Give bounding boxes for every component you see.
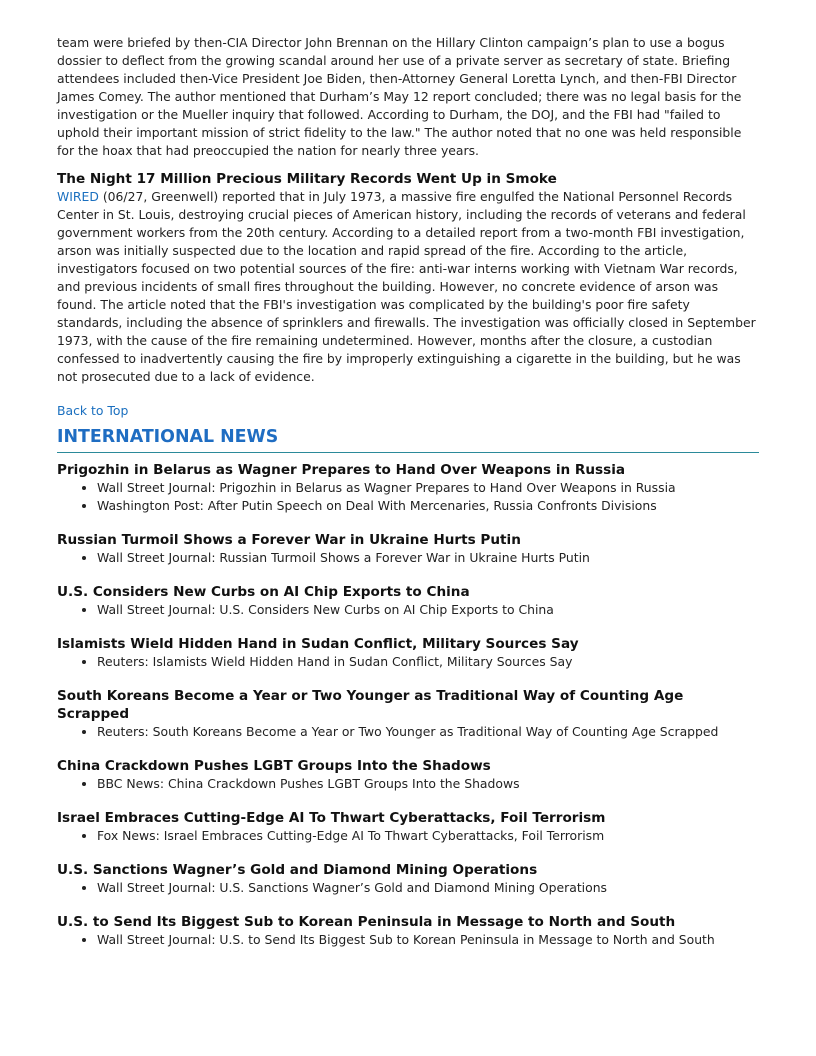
news-item-title: U.S. Considers New Curbs on AI Chip Exports to China [57,584,470,600]
article-body [57,188,759,386]
section-title-international-news: INTERNATIONAL NEWS [57,424,759,453]
article-body-text: (06/27, Greenwell) reported that in July 1973, a massive fire engulfed the National Personnel Records Center in St. Louis, destroying crucial pieces of American history, including the records of veterans and federal government workers from the 20th century. According to a detailed report from a two-month FBI investigation, arson was initially suspected due to the location and rapid spread of the fire. According to the article, investigators focused on two potential sources of the fire: anti-war interns working with Vietnam War records, and previous incidents of small fires throughout the building. However, no concrete evidence of arson was found. The article noted that the FBI's investigation was complicated by the building's poor fire safety standards, including the absence of sprinklers and firewalls. The investigation was officially closed in September 1973, with the cause of the fire remaining undetermined. However, months after the closure, a custodian confessed to inadvertently causing the fire by improperly extinguishing a cigarette in the building, but he was not prosecuted due to a lack of evidence. [57,189,756,384]
news-source-link[interactable]: • Wall Street Journal: U.S. Considers New Curbs on AI Chip Exports to China [97,601,759,619]
news-item-links [57,549,759,567]
news-item-links [57,775,759,793]
back-to-top-link[interactable]: Back to Top [57,403,129,418]
news-item-title: China Crackdown Pushes LGBT Groups Into the Shadows [57,758,491,774]
news-item-title: Islamists Wield Hidden Hand in Sudan Conflict, Military Sources Say [57,636,579,652]
news-source-link[interactable]: • Wall Street Journal: U.S. to Send Its Biggest Sub to Korean Peninsula in Message to North and South [97,931,759,949]
news-item-title: South Koreans Become a Year or Two Younger as Traditional Way of Counting Age Scrapped [57,688,684,722]
news-item-title: Prigozhin in Belarus as Wagner Prepares to Hand Over Weapons in Russia [57,462,626,478]
news-item [57,757,759,793]
news-item [57,531,759,567]
news-item-links [57,723,759,741]
news-source-link[interactable]: • Wall Street Journal: Russian Turmoil Shows a Forever War in Ukraine Hurts Putin [97,549,759,567]
news-item [57,461,759,515]
news-item-links [57,601,759,619]
news-source-link[interactable]: • Washington Post: After Putin Speech on Deal With Mercenaries, Russia Confronts Divisions [97,497,759,515]
news-source-link[interactable]: • BBC News: China Crackdown Pushes LGBT Groups Into the Shadows [97,775,759,793]
intro-paragraph: team were briefed by then-CIA Director John Brennan on the Hillary Clinton campaign’s plan to use a bogus dossier to deflect from the growing scandal around her use of a private server as secretary of state. Briefing attendees included then-Vice President Joe Biden, then-Attorney General Loretta Lynch, and then-FBI Director James Comey. The author mentioned that Durham’s May 12 report concluded; there was no legal basis for the investigation or the Mueller inquiry that followed. According to Durham, the DOJ, and the FBI had "failed to uphold their important mission of strict fidelity to the law." The author noted that no one was held responsible for the hoax that had preoccupied the nation for nearly three years. [57,35,742,158]
news-source-link[interactable]: • Reuters: Islamists Wield Hidden Hand in Sudan Conflict, Military Sources Say [97,653,759,671]
news-item-title: U.S. to Send Its Biggest Sub to Korean Peninsula in Message to North and South [57,914,676,930]
news-item-links [57,827,759,845]
news-item [57,913,759,949]
news-item [57,583,759,619]
news-item-title: Israel Embraces Cutting-Edge AI To Thwart Cyberattacks, Foil Terrorism [57,810,606,826]
news-source-link[interactable]: • Wall Street Journal: U.S. Sanctions Wagner’s Gold and Diamond Mining Operations [97,879,759,897]
article-wired [57,170,759,386]
news-item [57,687,759,741]
news-item-title: U.S. Sanctions Wagner’s Gold and Diamond Mining Operations [57,862,538,878]
article-title: The Night 17 Million Precious Military Records Went Up in Smoke [57,171,557,187]
international-news-list [57,461,759,949]
article-source-link[interactable]: WIRED [57,189,99,204]
news-item-links [57,653,759,671]
news-item-links [57,479,759,515]
news-source-link[interactable]: • Wall Street Journal: Prigozhin in Belarus as Wagner Prepares to Hand Over Weapons in Russia [97,479,759,497]
news-item-links [57,879,759,897]
news-source-link[interactable]: • Fox News: Israel Embraces Cutting-Edge AI To Thwart Cyberattacks, Foil Terrorism [97,827,759,845]
news-item [57,635,759,671]
news-item-links [57,931,759,949]
news-item-title: Russian Turmoil Shows a Forever War in Ukraine Hurts Putin [57,532,521,548]
newsletter-page [57,34,759,949]
news-item [57,861,759,897]
news-source-link[interactable]: • Reuters: South Koreans Become a Year or Two Younger as Traditional Way of Counting Age Scrapped [97,723,759,741]
news-item [57,809,759,845]
